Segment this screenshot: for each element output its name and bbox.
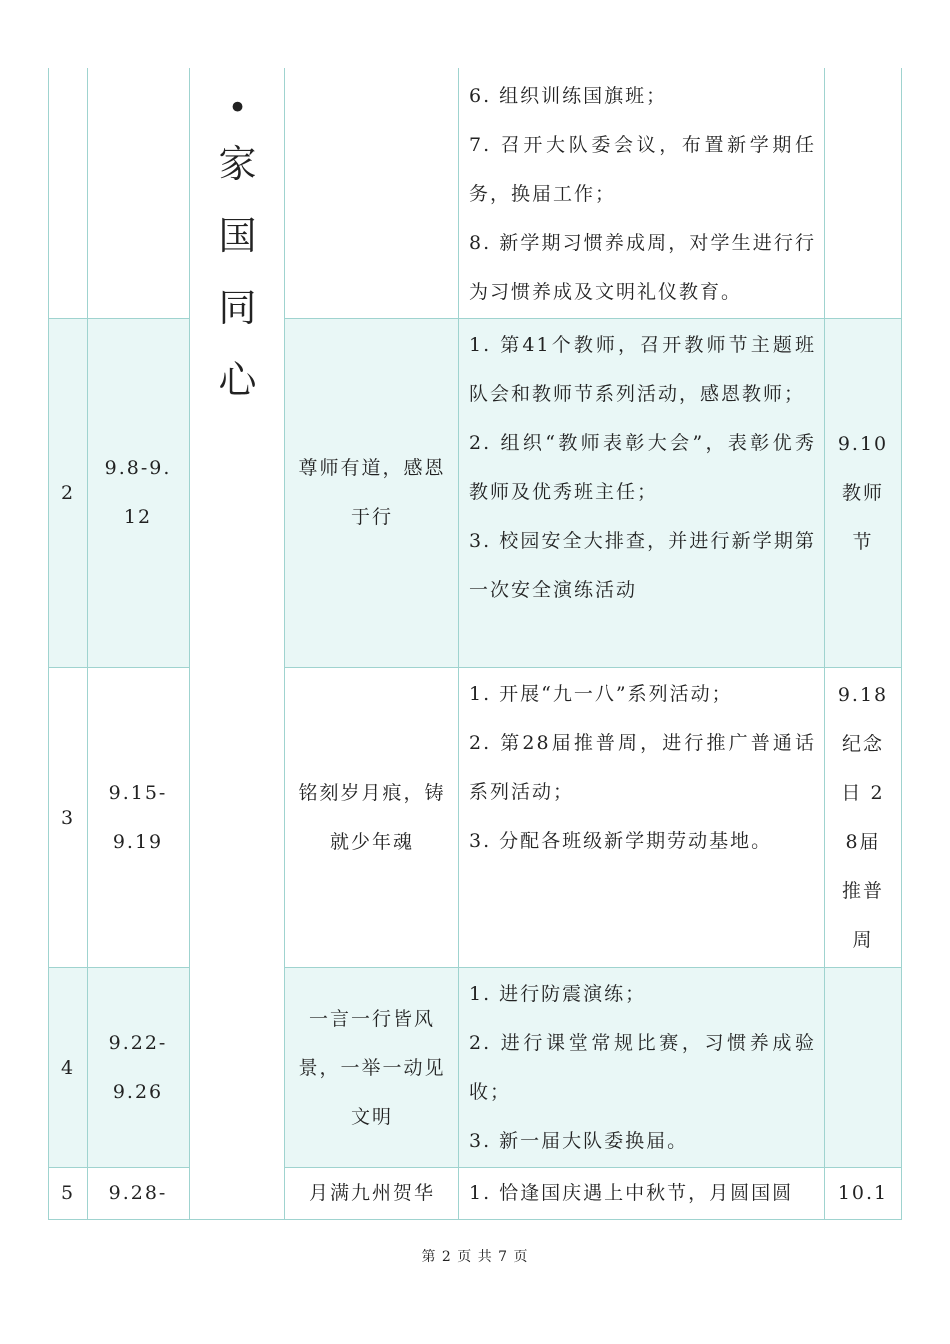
content-item: 2. 第28届推普周，进行推广普通话系列活动； [469,732,816,803]
row-5-week: 5 [60,1182,76,1204]
theme-char: 家 [218,142,257,186]
grid-line [901,68,902,1220]
row-2-week: 2 [60,481,76,504]
content-item: 8. 新学期习惯养成周，对学生进行行为习惯养成及文明礼仪教育。 [469,232,816,303]
content-item: 3. 校园安全大排查，并进行新学期第一次安全演练活动 [469,530,816,601]
row-2-note: 9.10 教师节 [837,432,889,553]
row-2-topic: 尊师有道，感恩于行 [298,457,446,528]
row-5-topic: 月满九州贺华 [308,1182,435,1204]
grid-line [824,68,825,1220]
content-item: 3. 分配各班级新学期劳动基地。 [469,830,773,852]
row-2-dates: 9.8-9.12 [104,457,172,528]
row-4-topic: 一言一行皆风景，一举一动见文明 [298,1007,446,1128]
row-4-dates: 9.22-9.26 [108,1032,168,1103]
row-5-dates: 9.28- [108,1182,168,1204]
page-footer: 第 2 页 共 7 页 [421,1249,529,1265]
content-item: 1. 进行防震演练； [469,983,647,1005]
content-item: 6. 组织训练国旗班； [469,85,668,107]
theme-char: 同 [218,286,257,330]
row-4-content [459,970,824,1166]
row-2-content [459,321,824,615]
theme-char: 国 [218,214,257,258]
content-item: 2. 进行课堂常规比赛，习惯养成验收； [469,1032,816,1103]
theme-column [190,88,285,416]
row-1-content [459,72,824,317]
content-item: 1. 第41个教师，召开教师节主题班队会和教师节系列活动，感恩教师； [469,334,816,405]
row-3-content [459,670,824,866]
content-item: 1. 开展“九一八”系列活动； [469,683,733,705]
row-4-week: 4 [60,1056,76,1079]
content-item: 7. 召开大队委会议，布置新学期任务，换届工作； [469,134,816,205]
content-item: 1. 恰逢国庆遇上中秋节，月圆国圆 [469,1182,794,1204]
row-3-dates: 9.15-9.19 [108,782,168,853]
content-item: 2. 组织“教师表彰大会”，表彰优秀教师及优秀班主任； [469,432,816,503]
row-5-note: 10.1 [837,1182,889,1204]
content-item: 3. 新一届大队委换届。 [469,1130,689,1152]
row-3-week: 3 [60,806,76,829]
grid-line [87,68,88,1220]
theme-bullet: • [227,88,248,128]
theme-char: 心 [218,358,257,402]
row-4-note [829,968,897,1168]
row-3-note: 9.18 纪念日 28届推普周 [837,684,889,951]
row-5-content [459,1169,824,1218]
row-3-topic: 铭刻岁月痕，铸就少年魂 [298,782,446,853]
grid-line [48,1219,902,1220]
